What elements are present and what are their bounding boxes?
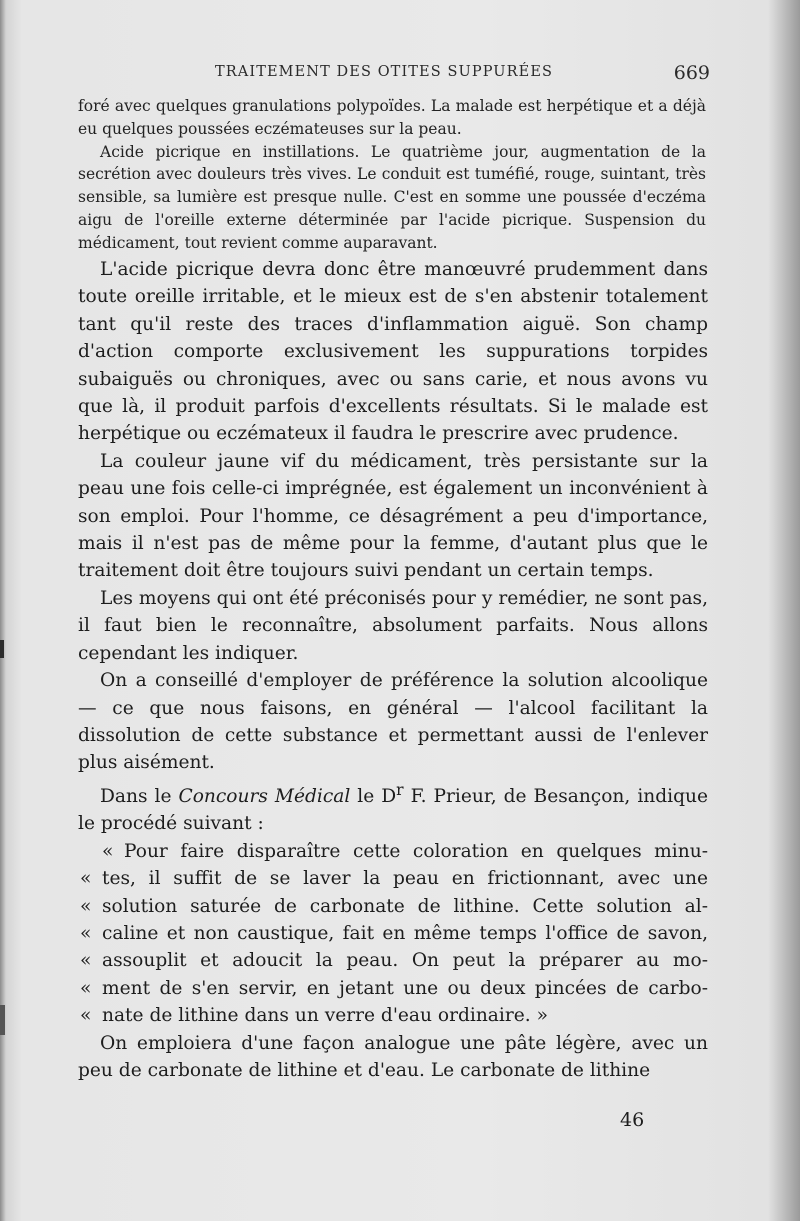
quote-line: « tes, il suffit de se laver la peau en frictionnant, avec une [80, 865, 708, 892]
quote-line: « Pour faire disparaître cette coloration en quelques minu- [80, 838, 708, 865]
paragraph-paste: On emploiera d'une façon analogue une pâte légère, avec un peu de carbonate de lithine et d'eau. Le carbonate de lithine [78, 1032, 708, 1081]
signature-mark: 46 [620, 1109, 645, 1131]
quote-line: « ment de s'en servir, en jetant une ou deux pincées de carbo- [80, 975, 708, 1002]
case-report [78, 95, 706, 255]
paragraph-alcohol: On a conseillé d'employer de préférence la solution alcoolique — ce que nous faisons, en général — l'alcool facilitant la dissolution de cette substance et permettant aussi de l'enlever plus aisément. [78, 670, 708, 774]
quote-line: « nate de lithine dans un verre d'eau ordinaire. » [80, 1002, 708, 1029]
quote-mark: « [80, 895, 92, 917]
running-title: TRAITEMENT DES OTITES SUPPURÉES [215, 64, 554, 80]
paragraph-remedies: Les moyens qui ont été préconisés pour y remédier, ne sont pas, il faut bien le reconnaître, absolument parfaits. Nous allons cependant les indiquer. [78, 587, 708, 664]
quote-mark: « [80, 950, 92, 972]
concours-after: F. Prieur, de Besançon, indique le procédé suivant : [78, 785, 708, 835]
quote-mark: « [80, 868, 92, 890]
main-text [78, 256, 708, 1084]
quote-mark: « [102, 840, 114, 862]
concours-before: Dans le [100, 785, 179, 807]
doctor-superscript: r [396, 780, 404, 799]
quote-line: « assouplit et adoucit la peau. On peut la préparer au mo- [80, 947, 708, 974]
page-header [80, 62, 710, 86]
binding-mark-lower [0, 1005, 5, 1035]
quote-mark: « [80, 922, 92, 944]
quote-mark: « [80, 977, 92, 999]
paragraph-color: La couleur jaune vif du médicament, très persistante sur la peau une fois celle-ci imprégnée, est également un inconvénient à son emploi. Pour l'homme, ce désagrément a peu d'importance, mais il n'est pas de même pour la femme, d'autant plus que le traitement doit être toujours suivi pendant un certain temps. [78, 450, 708, 582]
binding-mark [0, 640, 4, 658]
quote-mark: « [80, 1005, 92, 1027]
quote-line: « caline et non caustique, fait en même temps l'office de savon, [80, 920, 708, 947]
quote-close-mark: » [536, 1005, 548, 1027]
journal-title: Concours Médical [178, 785, 351, 807]
concours-middle: le D [350, 785, 397, 807]
case-paragraph-2: Acide picrique en instillations. Le quatrième jour, augmentation de la secrétion avec douleurs très vives. Le conduit est tuméfié, rouge, suintant, très sensible, sa lumière est presque nulle. C'est en somme une poussée d'eczéma aigu de l'oreille externe déterminée par l'acide picrique. Suspension du médicament, tout revient comme auparavant. [78, 142, 706, 252]
paragraph-precaution: L'acide picrique devra donc être manœuvré prudemment dans toute oreille irritable, et le mieux est de s'en abstenir totalement tant qu'il reste des traces d'inflammation aiguë. Son champ d'action comporte exclusivement les suppurations torpides subaiguës ou chroniques, avec ou sans carie, et nous avons vu que là, il produit parfois d'excellents résultats. Si le malade est herpétique ou eczémateux il faudra le prescrire avec prudence. [78, 259, 708, 445]
page-number: 669 [673, 62, 710, 84]
case-paragraph-1: foré avec quelques granulations polypoïdes. La malade est herpétique et a déjà eu quelques poussées eczémateuses sur la peau. [78, 97, 706, 138]
paragraph-concours [78, 777, 708, 838]
quotation [78, 838, 708, 1030]
quote-line: « solution saturée de carbonate de lithine. Cette solution al- [80, 893, 708, 920]
